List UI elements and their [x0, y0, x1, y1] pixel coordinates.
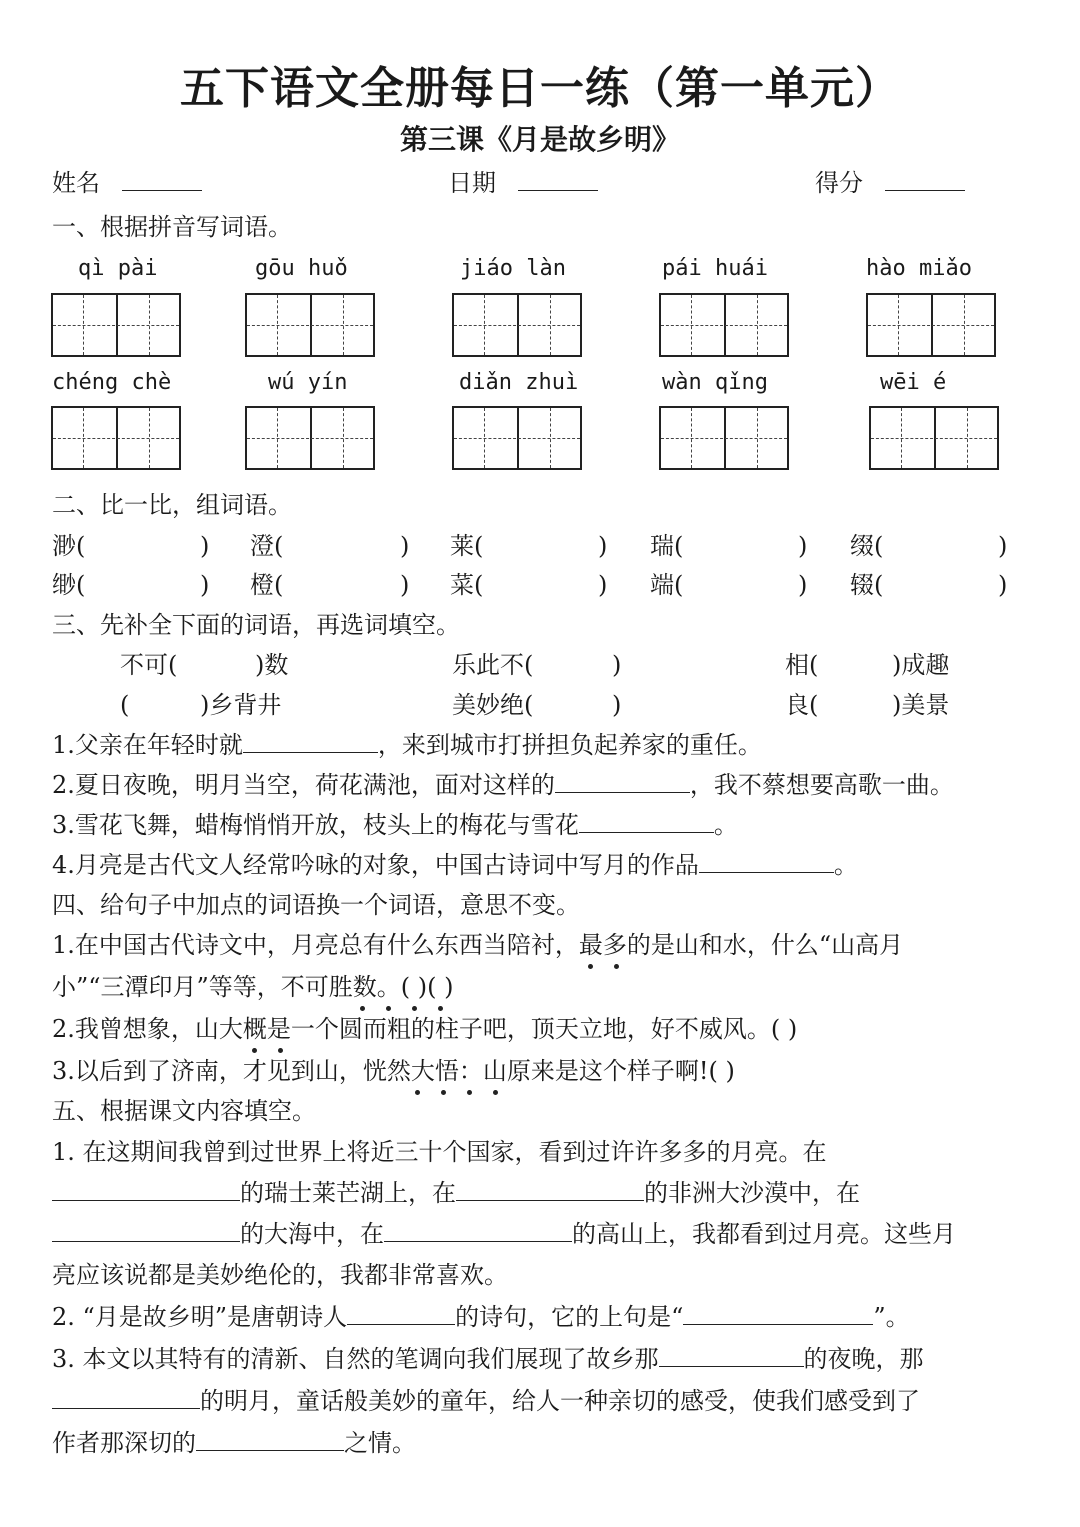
name-field[interactable] [52, 168, 202, 198]
paren-close: ) [200, 532, 210, 560]
idiom-post: )美景 [892, 691, 950, 719]
fill-blank[interactable] [659, 1344, 804, 1367]
question-3-4: 4.月亮是古代文人经常吟咏的对象，中国古诗词中写月的作品 。 [52, 851, 858, 879]
idiom-post: ) [612, 651, 622, 679]
question-5-1-line4: 亮应该说都是美妙绝伦的，我都非常喜欢。 [52, 1261, 508, 1289]
compare-char: 渺( [52, 532, 86, 560]
question-3-1: 1.父亲在年轻时就 ，来到城市打拼担负起养家的重任。 [52, 731, 762, 759]
worksheet-title: 五下语文全册每日一练（第一单元） [180, 63, 900, 114]
paren-close: ) [598, 571, 608, 599]
question-5-1-line2: 的瑞士莱芒湖上，在 的非洲大沙漠中，在 [52, 1178, 860, 1208]
section4-heading: 四、给句子中加点的词语换一个词语，意思不变。 [52, 891, 580, 919]
question-4-1-line1: 1.在中国古代诗文中，月亮总有什么东西当陪衬，最多的是山和水，什么“山高月 [52, 931, 904, 959]
idiom-post: ) [612, 691, 622, 719]
pinyin-4: pái huái [662, 256, 768, 281]
paren-close: ) [798, 532, 808, 560]
question-5-1-line1: 1. 在这期间我曾到过世界上将近三十个国家，看到过许许多多的月亮。在 [52, 1138, 827, 1166]
emphasis-dot [252, 1048, 257, 1053]
name-blank[interactable] [122, 168, 202, 191]
date-blank[interactable] [518, 168, 598, 191]
score-label: 得分 [815, 169, 863, 197]
emphasis-dot [441, 1090, 446, 1095]
pinyin-8: diǎn zhuì [459, 370, 579, 395]
idiom-post: )成趣 [892, 651, 950, 679]
compare-char: 端( [650, 571, 684, 599]
paren-close: ) [998, 571, 1008, 599]
compare-char: 莱( [450, 532, 484, 560]
idiom-post: )数 [255, 651, 289, 679]
score-blank[interactable] [885, 168, 965, 191]
fill-blank[interactable] [196, 1428, 344, 1451]
emphasis-dot [278, 1048, 283, 1053]
idiom-post: )乡背井 [200, 691, 282, 719]
section1-heading: 一、根据拼音写词语。 [52, 213, 292, 241]
idiom-pre: 乐此不( [452, 651, 534, 679]
compare-char: 缀( [850, 532, 884, 560]
writing-grid[interactable] [659, 406, 789, 470]
writing-grid[interactable] [869, 406, 999, 470]
compare-char: 缈( [52, 571, 86, 599]
question-4-3: 3.以后到了济南，才见到山，恍然大悟：山原来是这个样子啊!( ) [52, 1057, 735, 1085]
idiom-pre: 相( [785, 651, 819, 679]
question-3-3: 3.雪花飞舞，蜡梅悄悄开放，枝头上的梅花与雪花 。 [52, 811, 738, 839]
idiom-pre: 不可( [120, 651, 178, 679]
fill-blank[interactable] [347, 1302, 455, 1325]
emphasis-dot [360, 1006, 365, 1011]
emphasis-dot [438, 1006, 443, 1011]
pinyin-5: hào miǎo [866, 256, 972, 281]
pinyin-7: wú yín [268, 370, 348, 395]
question-5-2: 2. “月是故乡明”是唐朝诗人 的诗句，它的上句是“ ”。 [52, 1303, 910, 1331]
section3-heading: 三、先补全下面的词语，再选词填空。 [52, 611, 460, 639]
pinyin-9: wàn qǐng [662, 370, 768, 395]
fill-blank[interactable] [683, 1302, 873, 1325]
fill-blank[interactable] [579, 810, 714, 833]
idiom-pre: ( [120, 691, 130, 719]
paren-close: ) [598, 532, 608, 560]
question-3-2: 2.夏日夜晚，明月当空，荷花满池，面对这样的 ，我不蔡想要高歌一曲。 [52, 771, 954, 799]
writing-grid[interactable] [452, 293, 582, 357]
question-5-3-line3: 作者那深切的 之情。 [52, 1429, 416, 1457]
idiom-pre: 良( [785, 691, 819, 719]
paren-close: ) [798, 571, 808, 599]
paren-close: ) [200, 571, 210, 599]
paren-close: ) [400, 571, 410, 599]
writing-grid[interactable] [659, 293, 789, 357]
date-label: 日期 [448, 169, 496, 197]
emphasis-dot [493, 1090, 498, 1095]
emphasis-dot [467, 1090, 472, 1095]
fill-blank[interactable] [699, 850, 834, 873]
compare-char: 橙( [250, 571, 284, 599]
section2-heading: 二、比一比，组词语。 [52, 491, 292, 519]
compare-char: 辍( [850, 571, 884, 599]
compare-char: 澄( [250, 532, 284, 560]
question-5-1-line3: 的大海中，在 的高山上，我都看到过月亮。这些月 [52, 1219, 956, 1249]
writing-grid[interactable] [245, 293, 375, 357]
fill-blank[interactable] [52, 1178, 240, 1201]
emphasis-dot [412, 1006, 417, 1011]
question-4-1-line2: 小”“三潭印月”等等，不可胜数。( )( ) [52, 973, 454, 1001]
emphasis-dot [415, 1090, 420, 1095]
emphasis-dot [614, 964, 619, 969]
paren-close: ) [998, 532, 1008, 560]
question-5-3-line1: 3. 本文以其特有的清新、自然的笔调向我们展现了故乡那 的夜晚，那 [52, 1345, 924, 1373]
fill-blank[interactable] [456, 1178, 644, 1201]
idiom-pre: 美妙绝( [452, 691, 534, 719]
name-label: 姓名 [52, 169, 100, 197]
fill-blank[interactable] [243, 730, 378, 753]
pinyin-10: wēi é [880, 370, 947, 395]
date-field[interactable] [448, 168, 598, 198]
fill-blank[interactable] [52, 1386, 200, 1409]
compare-char: 瑞( [650, 532, 684, 560]
section5-heading: 五、根据课文内容填空。 [52, 1097, 316, 1125]
writing-grid[interactable] [866, 293, 996, 357]
writing-grid[interactable] [245, 406, 375, 470]
emphasis-dot [588, 964, 593, 969]
pinyin-3: jiáo làn [460, 256, 566, 281]
writing-grid[interactable] [51, 293, 181, 357]
fill-blank[interactable] [52, 1219, 240, 1242]
emphasis-dot [386, 1006, 391, 1011]
fill-blank[interactable] [555, 770, 690, 793]
pinyin-2: gōu huǒ [255, 256, 348, 281]
question-4-2: 2.我曾想象，山大概是一个圆而粗的柱子吧，顶天立地，好不威风。( ) [52, 1015, 798, 1043]
question-5-3-line2: 的明月，童话般美妙的童年，给人一种亲切的感受，使我们感受到了 [52, 1386, 920, 1416]
pinyin-1: qì pài [78, 256, 158, 281]
writing-grid[interactable] [452, 406, 582, 470]
paren-close: ) [400, 532, 410, 560]
lesson-subtitle: 第三课《月是故乡明》 [399, 123, 680, 156]
pinyin-6: chéng chè [52, 370, 172, 395]
writing-grid[interactable] [51, 406, 181, 470]
compare-char: 菜( [450, 571, 484, 599]
fill-blank[interactable] [384, 1219, 572, 1242]
score-field[interactable] [815, 168, 965, 198]
